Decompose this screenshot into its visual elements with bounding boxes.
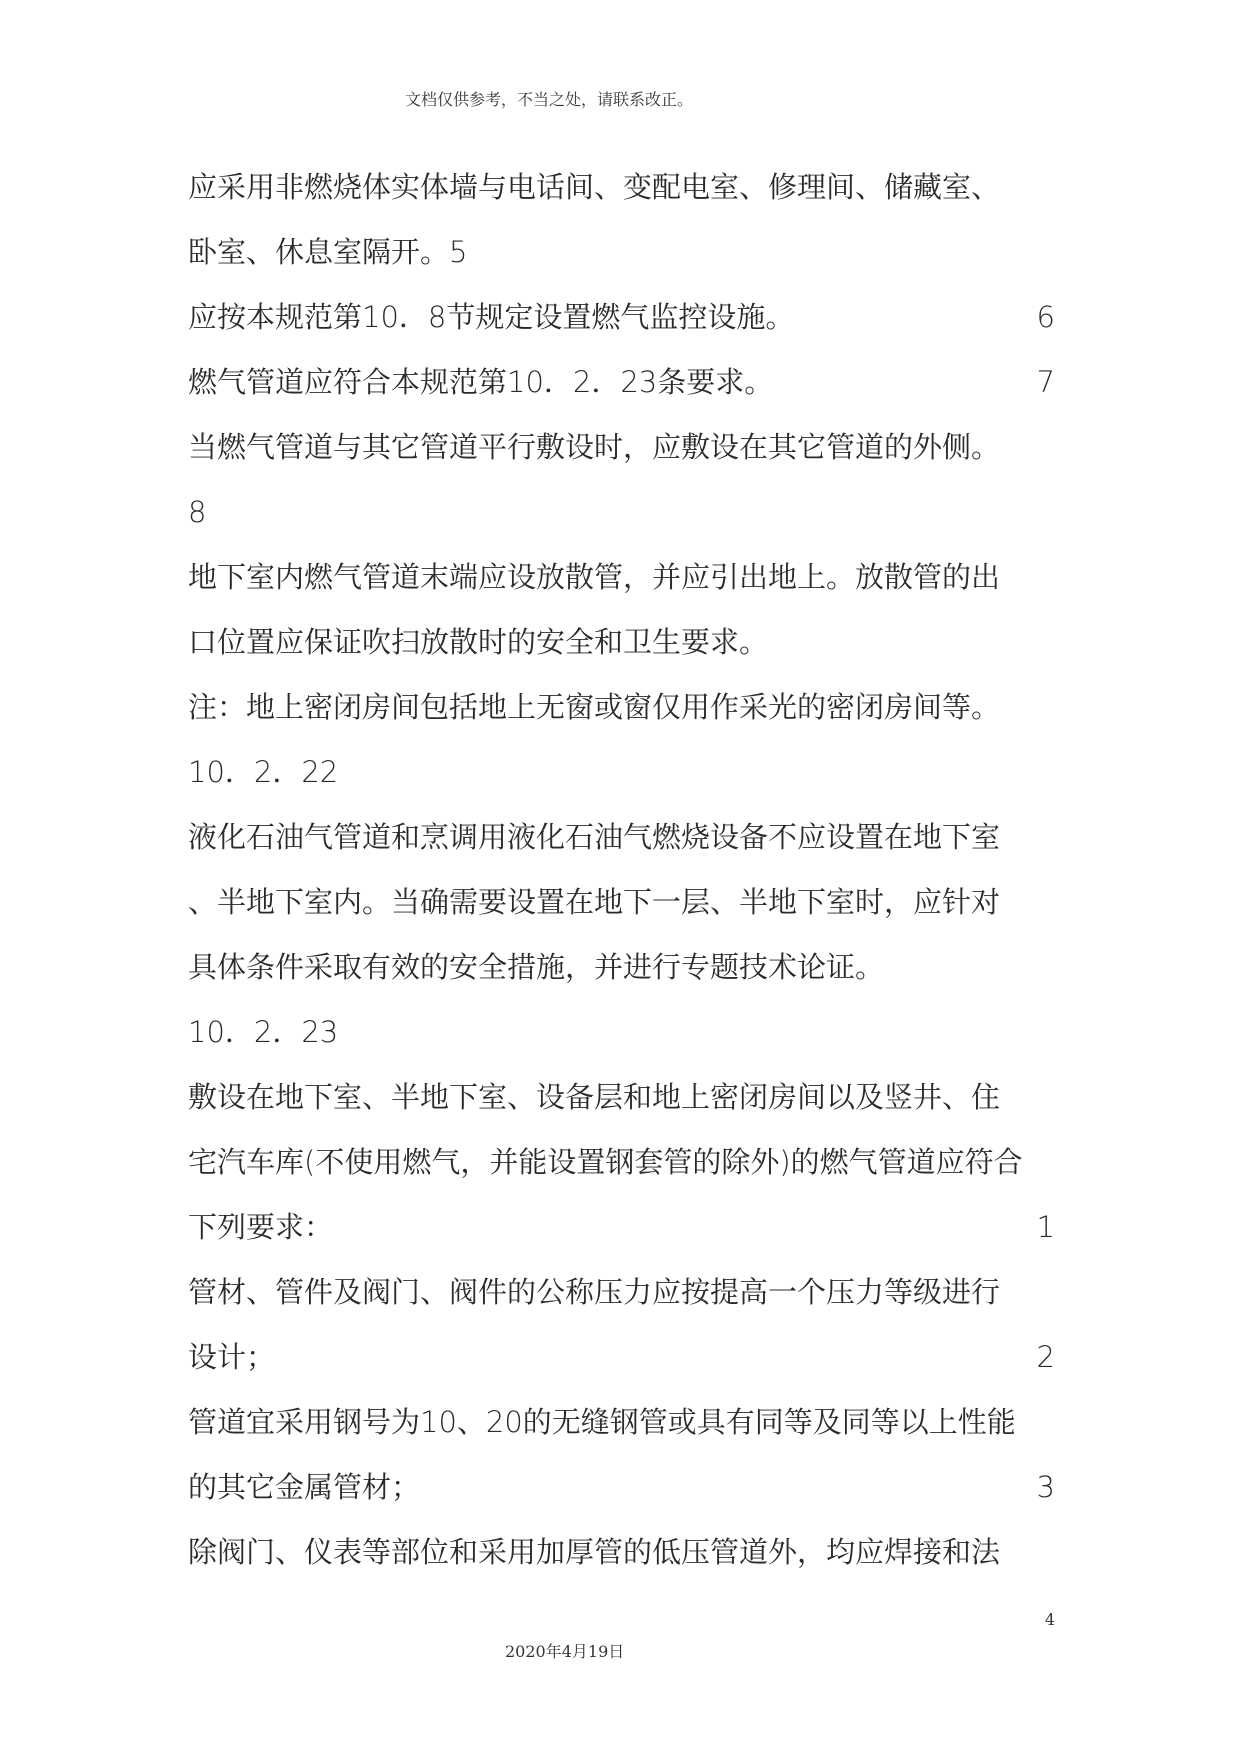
line-text: 10．2．23 xyxy=(188,1015,339,1049)
item-number: 6 xyxy=(1036,300,1055,334)
line-text: 卧室、休息室隔开。5 xyxy=(188,235,468,269)
line-text: 当燃气管道与其它管道平行敷设时，应敷设在其它管道的外侧。 xyxy=(188,430,1001,464)
line-text: 管道宜采用钢号为10、20的无缝钢管或具有同等及同等以上性能 xyxy=(188,1405,1016,1439)
text-line xyxy=(188,935,1055,1000)
text-line xyxy=(188,480,1055,545)
line-text: 具体条件采取有效的安全措施，并进行专题技术论证。 xyxy=(188,950,885,984)
text-line xyxy=(188,1520,1055,1585)
document-body xyxy=(188,155,1055,1585)
text-line xyxy=(188,220,1055,285)
line-text: 口位置应保证吹扫放散时的安全和卫生要求。 xyxy=(188,625,769,659)
section-number xyxy=(188,740,1055,805)
page-number: 4 xyxy=(1044,1610,1055,1629)
text-line xyxy=(188,545,1055,610)
item-number: 2 xyxy=(1036,1340,1055,1374)
text-line xyxy=(188,1130,1055,1195)
line-text: 应按本规范第10．8节规定设置燃气监控设施。 xyxy=(188,300,795,334)
line-text: 地下室内燃气管道末端应设放散管，并应引出地上。放散管的出 xyxy=(188,560,1001,594)
line-text: 管材、管件及阀门、阀件的公称压力应按提高一个压力等级进行 xyxy=(188,1275,1001,1309)
footer-date: 2020年4月19日 xyxy=(505,1642,625,1661)
section-number xyxy=(188,1000,1055,1065)
item-number: 3 xyxy=(1036,1470,1055,1504)
text-line xyxy=(188,1195,1055,1260)
text-line xyxy=(188,350,1055,415)
text-line xyxy=(188,1325,1055,1390)
line-text: 的其它金属管材； xyxy=(188,1470,421,1504)
text-line xyxy=(188,805,1055,870)
text-line xyxy=(188,610,1055,675)
text-line xyxy=(188,285,1055,350)
line-text: 、半地下室内。当确需要设置在地下一层、半地下室时，应针对 xyxy=(188,885,1001,919)
line-text: 应采用非燃烧体实体墙与电话间、变配电室、修理间、储藏室、 xyxy=(188,170,1001,204)
line-text: 8 xyxy=(188,495,207,529)
line-text: 设计； xyxy=(188,1340,276,1374)
page-header-note: 文档仅供参考，不当之处，请联系改正。 xyxy=(405,90,694,109)
text-line xyxy=(188,1065,1055,1130)
text-line xyxy=(188,870,1055,935)
line-text: 注：地上密闭房间包括地上无窗或窗仅用作采光的密闭房间等。 xyxy=(188,690,1001,724)
text-line xyxy=(188,675,1055,740)
line-text: 液化石油气管道和烹调用液化石油气燃烧设备不应设置在地下室 xyxy=(188,820,1001,854)
text-line xyxy=(188,1260,1055,1325)
line-text: 10．2．22 xyxy=(188,755,339,789)
line-text: 燃气管道应符合本规范第10．2．23条要求。 xyxy=(188,365,774,399)
text-line xyxy=(188,1455,1055,1520)
line-text: 宅汽车库(不使用燃气，并能设置钢套管的除外)的燃气管道应符合 xyxy=(188,1145,1023,1179)
text-line xyxy=(188,415,1055,480)
text-line xyxy=(188,155,1055,220)
line-text: 下列要求： xyxy=(188,1210,334,1244)
text-line xyxy=(188,1390,1055,1455)
item-number: 1 xyxy=(1036,1210,1055,1244)
line-text: 除阀门、仪表等部位和采用加厚管的低压管道外，均应焊接和法 xyxy=(188,1535,1001,1569)
line-text: 敷设在地下室、半地下室、设备层和地上密闭房间以及竖井、住 xyxy=(188,1080,1001,1114)
item-number: 7 xyxy=(1036,365,1055,399)
